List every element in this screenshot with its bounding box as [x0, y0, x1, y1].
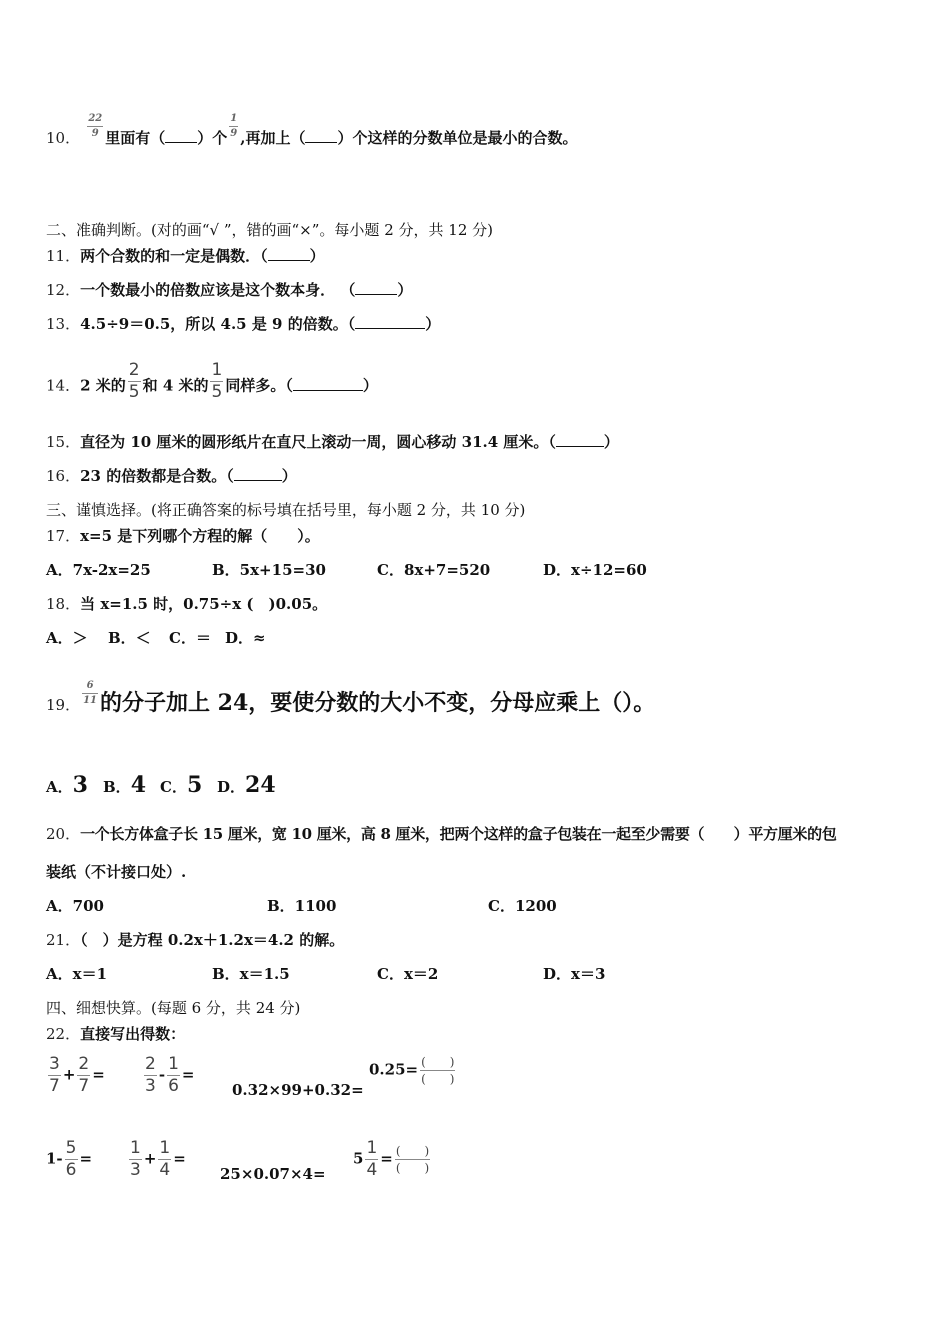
numerator-blank[interactable]: ( ): [395, 1144, 430, 1158]
question-20-continued: 装纸（不计接口处）.: [46, 863, 187, 881]
equals-sign: =: [92, 1065, 105, 1084]
numerator: 1: [130, 1138, 141, 1158]
option-c[interactable]: C．8x+7=520: [377, 561, 491, 579]
option-b[interactable]: B．1100: [267, 897, 337, 915]
question-text: 4.5÷9＝0.5，所以 4.5 是 9 的倍数。（: [80, 315, 356, 333]
question-text: 当 x=1.5 时，0.75÷x ( )0.05。: [80, 595, 328, 613]
option-label: C．: [160, 778, 187, 796]
option-b[interactable]: [103, 772, 146, 800]
answer-blank[interactable]: [293, 376, 363, 391]
denominator: 6: [168, 1076, 179, 1096]
option-c[interactable]: C．＝: [169, 629, 211, 647]
equals-sign: =: [380, 1149, 393, 1168]
option-a[interactable]: [46, 772, 88, 800]
option-label: B．: [103, 778, 131, 796]
denominator: 4: [159, 1160, 171, 1180]
question-number: 17．: [46, 527, 81, 545]
denominator-blank[interactable]: ( ): [395, 1161, 430, 1175]
question-number: 21．: [46, 931, 81, 949]
fraction: [167, 1056, 180, 1095]
question-10: [46, 112, 578, 148]
section-4-heading: 四、细想快算。(每题 6 分，共 24 分): [46, 999, 301, 1017]
fraction: [144, 1056, 157, 1095]
question-number: 12．: [46, 281, 81, 299]
calc-5: [46, 1140, 92, 1179]
option-b[interactable]: B．5x+15=30: [212, 561, 326, 579]
closing-paren: ）: [397, 281, 413, 299]
denominator: 4: [366, 1160, 378, 1180]
question-20: [46, 824, 837, 844]
numerator: 5: [65, 1138, 77, 1158]
closing-paren: ）: [362, 376, 378, 395]
question-number: 13．: [46, 315, 81, 333]
fraction-bar: [229, 126, 238, 127]
fraction: [77, 1056, 90, 1095]
answer-blank[interactable]: [234, 466, 282, 481]
answer-blank[interactable]: [556, 432, 604, 447]
denominator: 9: [91, 127, 99, 139]
answer-blank[interactable]: [268, 246, 310, 261]
option-c[interactable]: C．x＝2: [377, 965, 439, 983]
option-d[interactable]: [217, 772, 276, 800]
whole-number: 5: [353, 1149, 364, 1168]
operator: +: [143, 1149, 157, 1168]
option-a[interactable]: A．7x-2x=25: [46, 561, 151, 579]
option-d[interactable]: D．≈: [225, 629, 266, 647]
answer-blank[interactable]: [355, 280, 397, 295]
numerator: 1: [230, 112, 238, 124]
option-label: D．: [217, 778, 246, 796]
question-21: [46, 930, 344, 950]
numerator: 22: [88, 112, 103, 124]
denominator: 5: [128, 382, 140, 402]
question-text: 直径为 10 厘米的圆形纸片在直尺上滚动一周，圆心移动 31.4 厘米。（: [80, 433, 556, 451]
option-value: 24: [245, 772, 276, 798]
denominator: 6: [65, 1160, 77, 1180]
answer-blank[interactable]: [165, 128, 197, 143]
question-number: 22．: [46, 1025, 81, 1043]
option-a[interactable]: A．x＝1: [46, 965, 108, 983]
answer-blank[interactable]: [305, 128, 337, 143]
question-text: 一个长方体盒子长 15 厘米，宽 10 厘米，高 8 厘米，把两个这样的盒子包装在一起至少需要（ ）平方厘米的包: [80, 825, 837, 843]
numerator: 1: [366, 1138, 378, 1158]
operator: -: [158, 1065, 166, 1084]
calc-2: [142, 1056, 194, 1095]
denominator: 3: [130, 1160, 141, 1180]
numerator: 1: [211, 360, 223, 380]
question-22: [46, 1024, 185, 1044]
fraction-bar: [87, 126, 103, 127]
option-b[interactable]: B．＜: [108, 629, 151, 647]
numerator: 3: [49, 1054, 60, 1074]
denominator: 5: [211, 382, 223, 402]
denominator: 7: [49, 1076, 60, 1096]
numerator: 2: [145, 1054, 156, 1074]
question-text: 同样多。（: [225, 376, 293, 395]
option-label: A．: [46, 778, 73, 796]
question-number: 20．: [46, 825, 81, 843]
option-c[interactable]: C．1200: [488, 897, 557, 915]
question-16: [46, 466, 297, 486]
fraction-bar: [420, 1070, 455, 1071]
numerator: 6: [86, 679, 94, 691]
calc-3: 0.32×99+0.32=: [232, 1081, 364, 1099]
fraction: [48, 1056, 61, 1095]
equals-sign: =: [173, 1149, 186, 1168]
question-11: [46, 246, 325, 266]
answer-fraction[interactable]: [420, 1056, 455, 1085]
section-3-heading: 三、谨慎选择。(将正确答案的标号填在括号里，每小题 2 分，共 10 分): [46, 501, 526, 519]
question-text: 一个数最小的倍数应该是这个数本身． （: [80, 281, 356, 299]
answer-blank[interactable]: [355, 314, 425, 329]
question-text: x=5 是下列哪个方程的解（ ）。: [80, 527, 320, 545]
calc-6: [127, 1140, 186, 1179]
question-number: 18．: [46, 595, 81, 613]
fraction: [129, 1140, 142, 1179]
fraction: [158, 1140, 171, 1179]
question-text: 里面有（: [105, 129, 166, 147]
question-text: ）个: [197, 129, 228, 147]
question-13: [46, 314, 440, 334]
option-a[interactable]: A．＞: [46, 629, 88, 647]
option-a[interactable]: A．700: [46, 897, 104, 915]
fraction-bar: [82, 693, 98, 694]
option-d[interactable]: D．x÷12=60: [543, 561, 647, 579]
question-text: 直接写出得数：: [80, 1025, 186, 1043]
option-b[interactable]: B．x＝1.5: [212, 965, 290, 983]
expression: 1-: [46, 1149, 63, 1168]
question-18: [46, 594, 327, 614]
question-text: 和 4 米的: [142, 376, 209, 395]
option-value: 5: [186, 772, 203, 798]
fraction-bar: [395, 1159, 430, 1160]
question-14: [46, 360, 378, 402]
equals-sign: =: [181, 1065, 195, 1084]
expression: 0.25=: [369, 1060, 419, 1079]
question-17: [46, 526, 320, 546]
question-number: 10．: [46, 129, 81, 147]
question-text: 23 的倍数都是合数。（: [80, 467, 234, 485]
closing-paren: ）: [281, 467, 297, 485]
numerator: 2: [128, 360, 140, 380]
denominator: 11: [83, 694, 98, 706]
fraction: [65, 1140, 78, 1179]
option-value: 3: [72, 772, 88, 798]
fraction: [365, 1140, 378, 1179]
denominator: 9: [230, 127, 238, 139]
question-text: 2 米的: [80, 376, 126, 395]
calc-7: 25×0.07×4=: [220, 1165, 326, 1183]
option-value: 4: [130, 772, 146, 798]
numerator: 1: [159, 1138, 171, 1158]
option-d[interactable]: D．x＝3: [543, 965, 606, 983]
closing-paren: ）: [603, 433, 619, 451]
question-19: [46, 679, 656, 718]
closing-paren: ）: [309, 247, 325, 265]
question-text: ,再加上（: [240, 129, 306, 147]
option-c[interactable]: [160, 772, 202, 800]
fraction: [128, 362, 141, 401]
question-12: [46, 280, 412, 300]
question-text: ）个这样的分数单位是最小的合数。: [337, 129, 578, 147]
calc-4: [369, 1056, 457, 1085]
operator: +: [62, 1065, 76, 1084]
question-number: 19．: [46, 696, 81, 714]
question-15: [46, 432, 619, 452]
question-number: 16．: [46, 467, 81, 485]
denominator: 7: [78, 1076, 90, 1096]
fraction: [210, 362, 223, 401]
fraction: [229, 114, 238, 139]
numerator-blank[interactable]: ( ): [421, 1055, 455, 1069]
question-text: （ ）是方程 0.2x＋1.2x＝4.2 的解。: [80, 931, 345, 949]
equals-sign: =: [79, 1149, 93, 1168]
numerator: 1: [168, 1054, 179, 1074]
fraction: [87, 114, 103, 139]
denominator-blank[interactable]: ( ): [421, 1072, 455, 1086]
fraction: [82, 681, 98, 706]
question-text: 的分子加上 24，要使分数的大小不变，分母应乘上（）。: [100, 690, 656, 716]
calc-8: [353, 1140, 432, 1179]
question-number: 11．: [46, 247, 81, 265]
numerator: 2: [78, 1054, 90, 1074]
section-2-heading: 二、准确判断。(对的画“√ ”，错的画“×”。每小题 2 分，共 12 分): [46, 221, 493, 239]
calc-1: [46, 1056, 105, 1095]
answer-fraction[interactable]: [395, 1145, 430, 1174]
denominator: 3: [145, 1076, 156, 1096]
question-number: 14．: [46, 376, 81, 395]
closing-paren: ）: [425, 315, 441, 333]
question-number: 15．: [46, 433, 81, 451]
question-text: 两个合数的和一定是偶数．（: [80, 247, 268, 265]
